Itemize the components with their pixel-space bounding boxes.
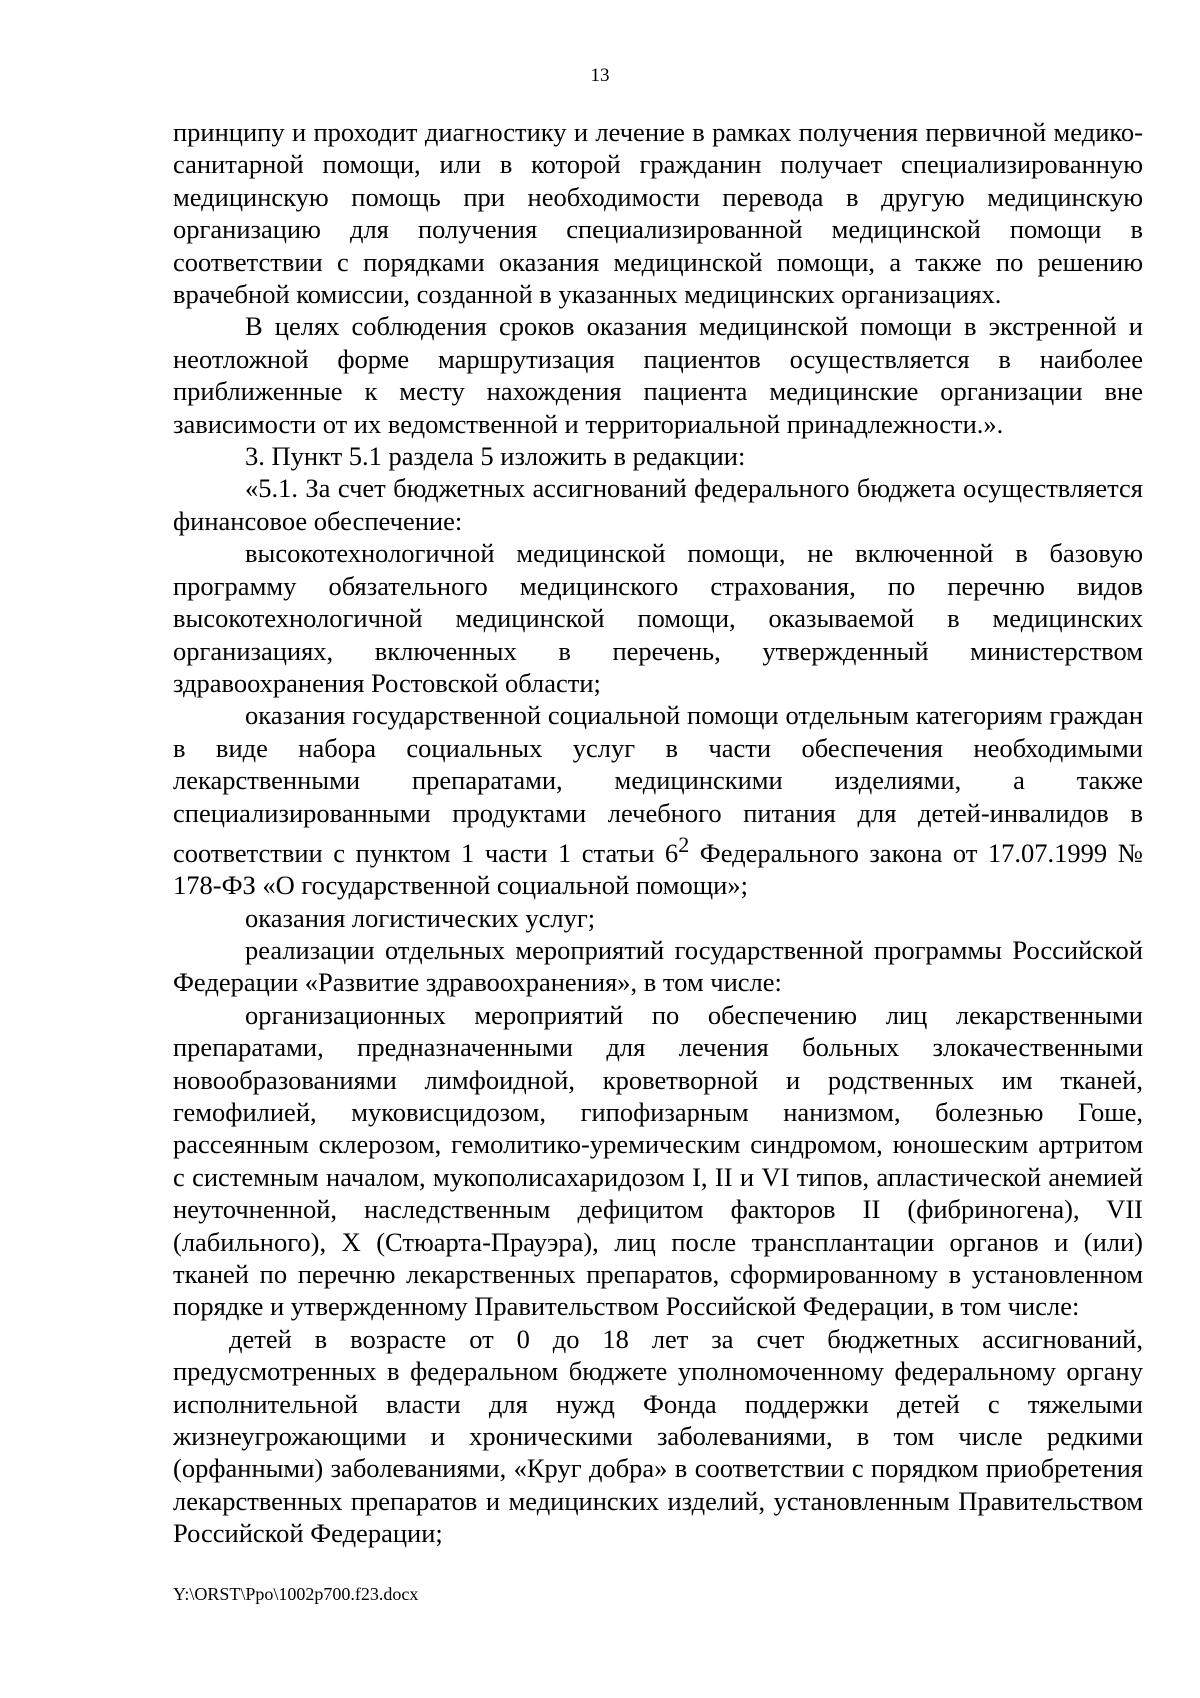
paragraph-logistics: оказания логистических услуг; (245, 902, 596, 933)
paragraph-high-tech-care: высокотехнологичной медицинской помощи, не включенной в базовую программу обязательного медицинского страхования, по перечню видов высокотехнологичной медицинской помощи, оказываемой в медицинских организациях, включенных в перечень, утвержденный министерством здравоохранения Ростовской области; (173, 538, 1143, 698)
page-number: 13 (590, 65, 610, 86)
social-assistance-text-before: оказания государственной социальной помощи отдельным категориям граждан в виде набора социальных услуг в части обеспечения необходимыми лекарственными препаратами, медицинскими изделиями, а также специализированными продуктами лечебного питания для детей-инвалидов в соответствии с пунктом 1 части 1 статьи 6 (173, 700, 1143, 868)
paragraph-continuation: принципу и проходит диагностику и лечение в рамках получения первичной медико-санитарной помощи, или в которой гражданин получает специализированную медицинскую помощь при необходимости перевода в другую медицинскую организацию для получения специализированной медицинской помощи в соответствии с порядками оказания медицинской помощи, а также по решению врачебной комиссии, созданной в указанных медицинских организациях. (173, 117, 1143, 310)
footer-file-path: Y:\ORST\Ppo\1002p700.f23.docx (173, 1584, 419, 1604)
document-body (173, 116, 1143, 1550)
paragraph-routing: В целях соблюдения сроков оказания медицинской помощи в экстренной и неотложной форме маршрутизация пациентов осуществляется в наиболее приближенные к месту нахождения пациента медицинские организации вне зависимости от их ведомственной и территориальной принадлежности.». (173, 311, 1143, 439)
paragraph-children: детей в возрасте от 0 до 18 лет за счет бюджетных ассигнований, предусмотренных в федеральном бюджете уполномоченному федеральному органу исполнительной власти для нужд Фонда поддержки детей с тяжелыми жизнеугрожающими и хроническими заболеваниями, в том числе редкими (орфанными) заболеваниями, «Круг добра» в соответствии с порядком приобретения лекарственных препаратов и медицинских изделий, установленным Правительством Российской Федерации; (173, 1323, 1143, 1549)
article-superscript: 2 (678, 831, 690, 857)
paragraph-organizational-measures: организационных мероприятий по обеспечению лиц лекарственными препаратами, предназначенными для лечения больных злокачественными новообразованиями лимфоидной, кроветворной и родственных им тканей, гемофилией, муковисцидозом, гипофизарным нанизмом, болезнью Гоше, рассеянным склерозом, гемолитико-уремическим синдромом, юношеским артритом с системным началом, мукополисахаридозом I, II и VI типов, апластической анемией неуточненной, наследственным дефицитом факторов II (фибриногена), VII (лабильного), X (Стюарта-Прауэра), лиц после трансплантации органов и (или) тканей по перечню лекарственных препаратов, сформированному в установленном порядке и утвержденному Правительством Российской Федерации, в том числе: (173, 999, 1143, 1322)
social-assistance-text-after: Федерального закона от 17.07.1999 № 178-ФЗ «О государственной социальной помощи»; (173, 837, 1143, 901)
paragraph-item-3: 3. Пункт 5.1 раздела 5 изложить в редакции: (245, 441, 746, 472)
paragraph-social-assistance (173, 699, 1143, 901)
paragraph-state-program: реализации отдельных мероприятий государственной программы Российской Федерации «Развитие здравоохранения», в том числе: (173, 934, 1143, 998)
paragraph-5-1-intro: «5.1. За счет бюджетных ассигнований федерального бюджета осуществляется финансовое обеспечение: (173, 473, 1143, 536)
